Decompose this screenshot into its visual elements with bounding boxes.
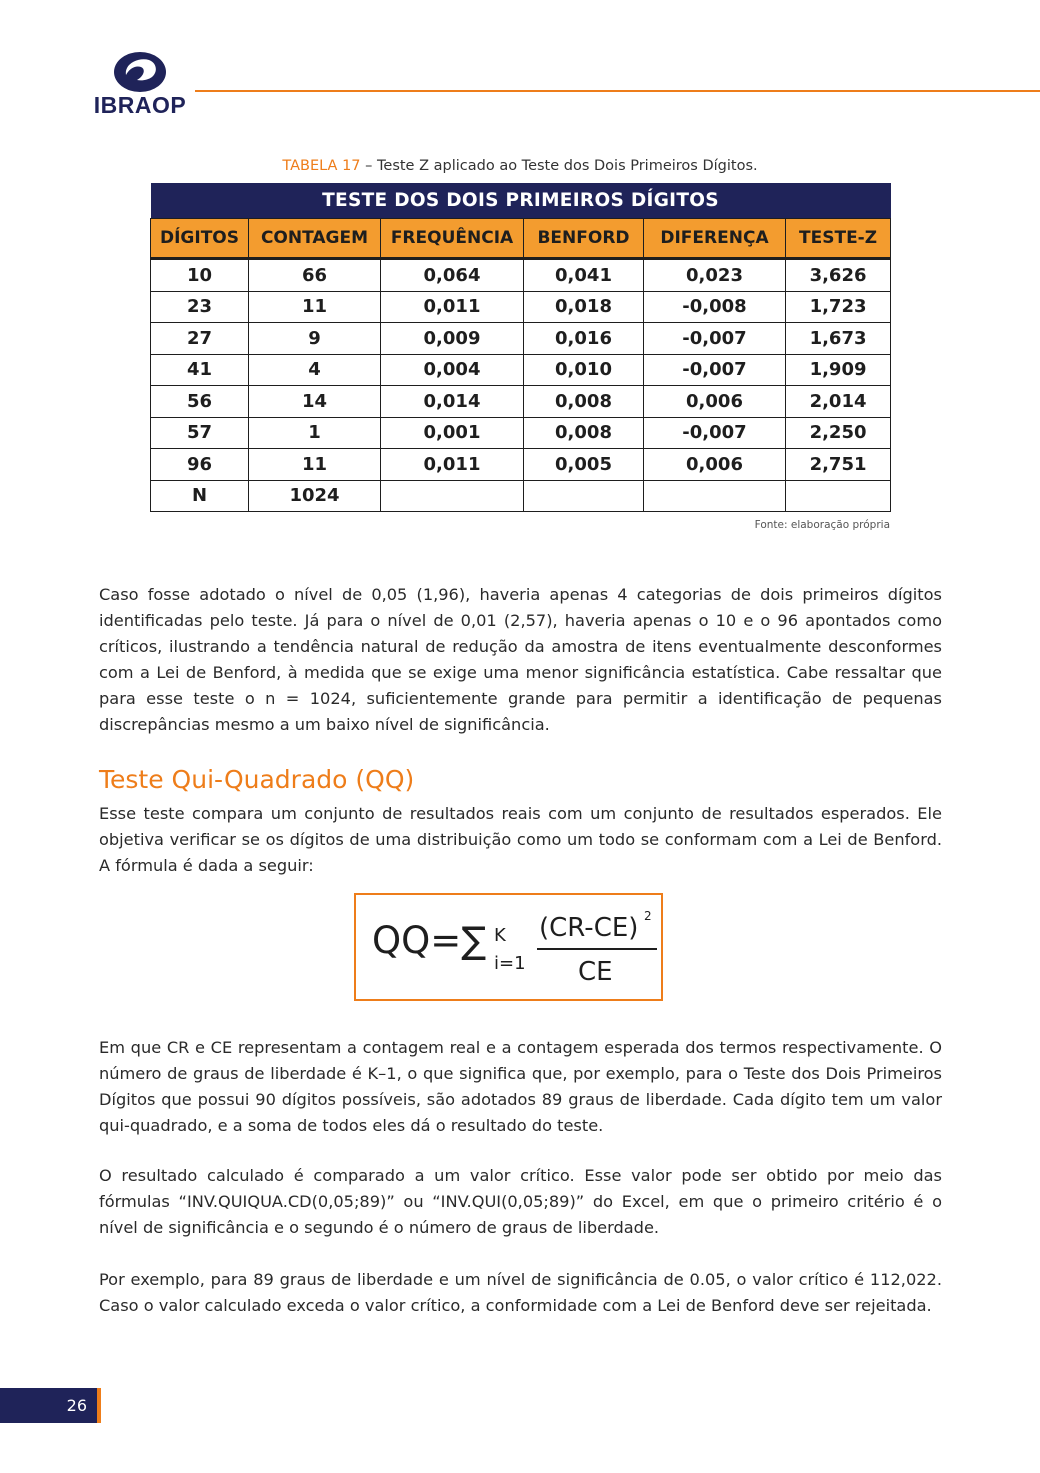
column-header-row (151, 219, 891, 259)
formula-numerator: (CR-CE) (539, 913, 639, 943)
table-cell (644, 480, 786, 512)
table-cell: 0,018 (524, 291, 644, 323)
logo-mark-icon (111, 50, 169, 94)
table-cell: 0,006 (644, 386, 786, 418)
table-row (151, 323, 891, 355)
table-cell: 27 (151, 323, 249, 355)
table-cell: 9 (249, 323, 381, 355)
page-number-box (0, 1388, 97, 1423)
table-row (151, 386, 891, 418)
paragraph-z-test-discussion: Caso fosse adotado o nível de 0,05 (1,96), haveria apenas 4 categorias de dois primeiros dígitos identificadas pelo teste. Já para o nível de 0,01 (2,57), haveria apenas o 10 e o 96 apontados como críticos, ilustrando a tendência natural de redução da amostra de itens eventualmente desconformes com a Lei de Benford, à medida que se exige uma menor significância estatística. Cabe ressaltar que para esse teste o n = 1024, suficientemente grande para permitir a identificação de pequenas discrepâncias mesmo a um baixo nível de significância. (99, 585, 942, 734)
table-cell: 23 (151, 291, 249, 323)
table-cell: 0,014 (381, 386, 524, 418)
paragraph-degrees-of-freedom: Em que CR e CE representam a contagem real e a contagem esperada dos termos respectivamente. O número de graus de liberdade é K–1, o que significa que, por exemplo, para o Teste dos Dois Primeiros Dígitos que possui 90 dígitos possíveis, são adotados 89 graus de liberdade. Cada dígito tem um valor qui-quadrado, e a soma de todos eles dá o resultado do teste. (99, 1038, 942, 1135)
table-cell: -0,007 (644, 354, 786, 386)
table-cell: 0,011 (381, 449, 524, 481)
col-header-frequencia: FREQUÊNCIA (381, 219, 524, 259)
ibraop-logo (85, 50, 195, 119)
table-cell: 0,064 (381, 259, 524, 292)
table-cell: 0,041 (524, 259, 644, 292)
formula-lower-limit: i=1 (494, 953, 526, 974)
formula-upper-limit: K (494, 925, 506, 946)
table-cell: 11 (249, 449, 381, 481)
table-row (151, 259, 891, 292)
table-cell: 56 (151, 386, 249, 418)
table-row (151, 417, 891, 449)
formula-exponent: 2 (644, 909, 652, 923)
formula-denominator: CE (578, 957, 613, 987)
col-header-contagem: CONTAGEM (249, 219, 381, 259)
table-cell: 0,016 (524, 323, 644, 355)
table-cell: 0,008 (524, 417, 644, 449)
table-cell: 96 (151, 449, 249, 481)
table-cell: 2,751 (786, 449, 891, 481)
table-row (151, 354, 891, 386)
paragraph-example: Por exemplo, para 89 graus de liberdade e um nível de significância de 0.05, o valor crítico é 112,022. Caso o valor calculado exceda o valor crítico, a conformidade com a Lei de Benford deve ser rejeitada. (99, 1270, 942, 1315)
table-cell: 1,723 (786, 291, 891, 323)
table-cell: 1,909 (786, 354, 891, 386)
table-cell (381, 480, 524, 512)
logo-text: IBRAOP (93, 92, 187, 118)
table-cell: 0,009 (381, 323, 524, 355)
caption-label: TABELA 17 (282, 158, 361, 174)
col-header-benford: BENFORD (524, 219, 644, 259)
formula-box (354, 893, 663, 1001)
table-row (151, 291, 891, 323)
table-caption (0, 158, 1040, 174)
table-cell: 3,626 (786, 259, 891, 292)
col-header-digitos: DÍGITOS (151, 219, 249, 259)
table-cell: 4 (249, 354, 381, 386)
table-cell: 66 (249, 259, 381, 292)
header-rule (195, 90, 1040, 92)
table-cell: 0,011 (381, 291, 524, 323)
table-cell: 1,673 (786, 323, 891, 355)
table-cell: 2,250 (786, 417, 891, 449)
formula-lhs: QQ=∑ (372, 919, 487, 962)
table-source: Fonte: elaboração própria (754, 519, 890, 531)
table-cell: 14 (249, 386, 381, 418)
page-number: 26 (66, 1396, 87, 1415)
col-header-teste-z: TESTE-Z (786, 219, 891, 259)
z-test-table (150, 183, 891, 512)
table-cell: 41 (151, 354, 249, 386)
formula-fraction-bar (537, 948, 657, 950)
table-row (151, 449, 891, 481)
table-row-total (151, 480, 891, 512)
table-cell: -0,007 (644, 417, 786, 449)
paragraph-qq-intro: Esse teste compara um conjunto de resultados reais com um conjunto de resultados esperados. Ele objetiva verificar se os dígitos de uma distribuição como um todo se conformam com a Lei de Benford. A fórmula é dada a seguir: (99, 804, 942, 875)
table-cell (524, 480, 644, 512)
table-cell: 0,005 (524, 449, 644, 481)
table-cell: -0,007 (644, 323, 786, 355)
table-cell: -0,008 (644, 291, 786, 323)
caption-text: – Teste Z aplicado ao Teste dos Dois Primeiros Dígitos. (360, 158, 758, 174)
section-heading: Teste Qui-Quadrado (QQ) (99, 765, 415, 794)
table-cell: 0,023 (644, 259, 786, 292)
table-cell: 11 (249, 291, 381, 323)
table-cell: 0,004 (381, 354, 524, 386)
table-cell: 1024 (249, 480, 381, 512)
table-title: TESTE DOS DOIS PRIMEIROS DÍGITOS (151, 183, 891, 219)
table-cell: 0,001 (381, 417, 524, 449)
table-cell: 10 (151, 259, 249, 292)
table-cell: 57 (151, 417, 249, 449)
page-number-accent (97, 1388, 101, 1423)
table-cell: N (151, 480, 249, 512)
table-cell (786, 480, 891, 512)
table-cell: 0,010 (524, 354, 644, 386)
paragraph-critical-value: O resultado calculado é comparado a um valor crítico. Esse valor pode ser obtido por meio das fórmulas “INV.QUIQUA.CD(0,05;89)” ou “INV.QUI(0,05;89)” do Excel, em que o primeiro critério é o nível de significância e o segundo é o número de graus de liberdade. (99, 1166, 942, 1237)
col-header-diferenca: DIFERENÇA (644, 219, 786, 259)
table-cell: 0,008 (524, 386, 644, 418)
table-cell: 0,006 (644, 449, 786, 481)
table-cell: 1 (249, 417, 381, 449)
table-cell: 2,014 (786, 386, 891, 418)
